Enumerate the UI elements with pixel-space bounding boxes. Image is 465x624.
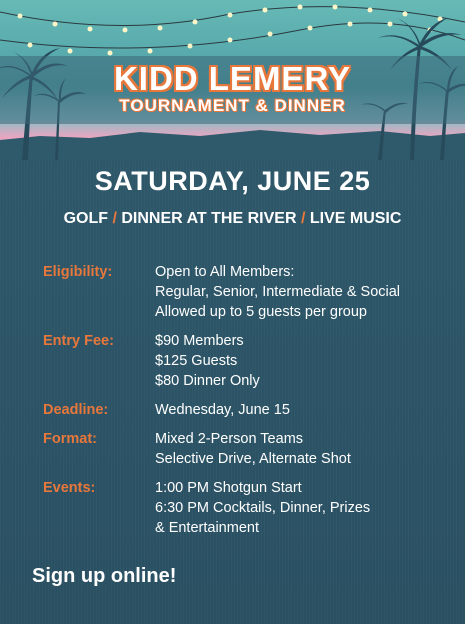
detail-label: Format: xyxy=(43,431,97,447)
tagline-separator: / xyxy=(112,210,117,227)
event-subtitle: TOURNAMENT & DINNER xyxy=(119,96,346,115)
detail-line: Mixed 2-Person Teams xyxy=(155,431,304,447)
detail-line: 1:00 PM Shotgun Start xyxy=(155,480,302,496)
detail-line: $90 Members xyxy=(155,333,244,349)
detail-row-entry-fee xyxy=(43,331,453,391)
detail-line: & Entertainment xyxy=(155,520,259,536)
event-title: KIDD LEMERY xyxy=(113,60,352,97)
detail-line: $125 Guests xyxy=(155,353,238,369)
event-title-block xyxy=(55,58,410,124)
tagline-dinner: DINNER AT THE RIVER xyxy=(121,210,297,227)
signup-link[interactable]: Sign up online! xyxy=(32,565,177,587)
event-details xyxy=(43,262,453,547)
detail-line: Wednesday, June 15 xyxy=(155,402,290,418)
event-tagline xyxy=(0,210,465,228)
detail-row-format xyxy=(43,429,453,469)
detail-line: Regular, Senior, Intermediate & Social xyxy=(155,284,401,300)
detail-row-events xyxy=(43,478,453,538)
detail-line: Allowed up to 5 guests per group xyxy=(155,304,367,320)
tagline-golf: GOLF xyxy=(63,210,109,227)
detail-line: Open to All Members: xyxy=(155,264,295,280)
event-date: SATURDAY, JUNE 25 xyxy=(94,166,371,196)
detail-line: Selective Drive, Alternate Shot xyxy=(155,451,351,467)
detail-label: Deadline: xyxy=(43,402,109,418)
tagline-separator: / xyxy=(300,210,306,227)
detail-line: 6:30 PM Cocktails, Dinner, Prizes xyxy=(155,500,371,516)
detail-line: $80 Dinner Only xyxy=(155,373,260,389)
detail-label: Entry Fee: xyxy=(43,333,114,349)
detail-label: Events: xyxy=(43,480,96,496)
detail-label: Eligibility: xyxy=(43,264,113,280)
hero-banner xyxy=(0,0,465,160)
detail-row-eligibility xyxy=(43,262,453,322)
tagline-music: LIVE MUSIC xyxy=(309,210,402,227)
detail-row-deadline xyxy=(43,400,453,420)
